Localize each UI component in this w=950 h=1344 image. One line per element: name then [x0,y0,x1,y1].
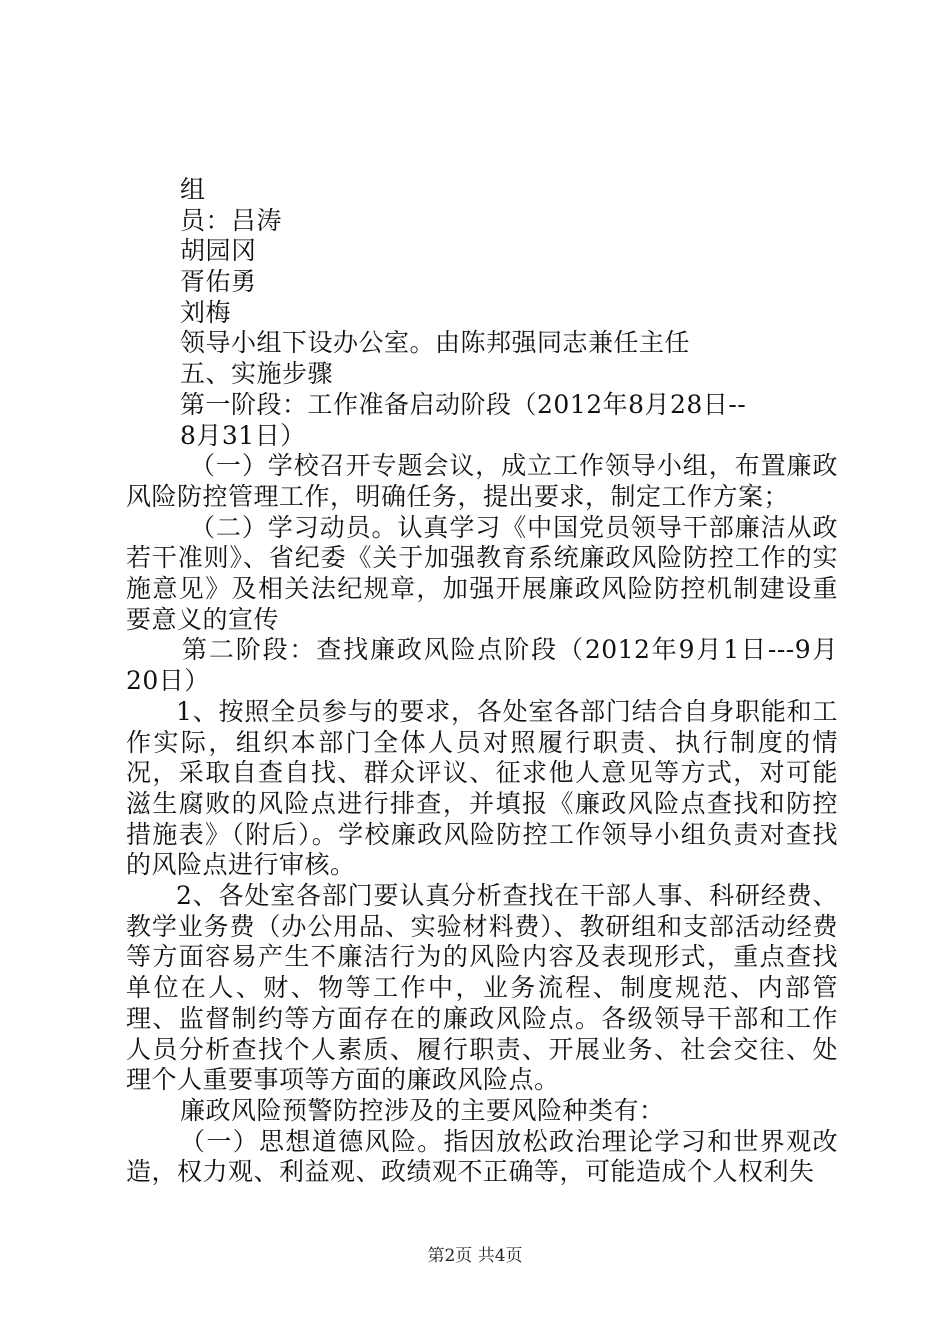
stage-heading: 第二阶段：查找廉政风险点阶段（2012年9月1日---9月20日） [126,635,838,696]
paragraph: （一）学校召开专题会议，成立工作领导小组，布置廉政风险防控管理工作，明确任务，提出要求，制定工作方案； [126,451,838,511]
stage-heading-cont: 8月31日） [180,420,306,450]
paragraph: （二）学习动员。认真学习《中国党员领导干部廉洁从政若干准则》、省纪委《关于加强教育系统廉政风险防控工作的实施意见》及相关法纪规章，加强开展廉政风险防控机制建设重要意义的宣传 [126,512,838,634]
section-heading: 五、实施步骤 [180,359,334,389]
text-line: 胡园冈 [180,236,257,266]
paragraph: （一）思想道德风险。指因放松政治理论学习和世界观改造，权力观、利益观、政绩观不正确等，可能造成个人权利失 [126,1126,838,1187]
text-line: 组 [180,175,206,204]
document-body [126,175,838,1188]
text-line: 刘梅 [180,297,232,327]
text-line: 员：吕涛 [180,205,283,235]
paragraph: 1、按照全员参与的要求，各处室各部门结合自身职能和工作实际，组织本部门全体人员对照履行职责、执行制度的情况，采取自查自找、群众评议、征求他人意见等方式，对可能滋生腐败的风险点进行排查，并填报《廉政风险点查找和防控措施表》（附后）。学校廉政风险防控工作领导小组负责对查找的风险点进行审核。 [126,696,838,880]
page-footer: 第2页 共4页 [427,1246,523,1266]
text-line: 胥佑勇 [180,267,257,297]
paragraph: 2、各处室各部门要认真分析查找在干部人事、科研经费、教学业务费（办公用品、实验材料费）、教研组和支部活动经费等方面容易产生不廉洁行为的风险内容及表现形式，重点查找单位在人、财、物等工作中，业务流程、制度规范、内部管理、监督制约等方面存在的廉政风险点。各级领导干部和工作人员分析查找个人素质、履行职责、开展业务、社会交往、处理个人重要事项等方面的廉政风险点。 [126,881,838,1095]
paragraph: 廉政风险预警防控涉及的主要风险种类有： [180,1095,665,1125]
text-line: 领导小组下设办公室。由陈邦强同志兼任主任 [180,328,691,358]
stage-heading: 第一阶段：工作准备启动阶段（2012年8月28日-- [180,389,747,419]
